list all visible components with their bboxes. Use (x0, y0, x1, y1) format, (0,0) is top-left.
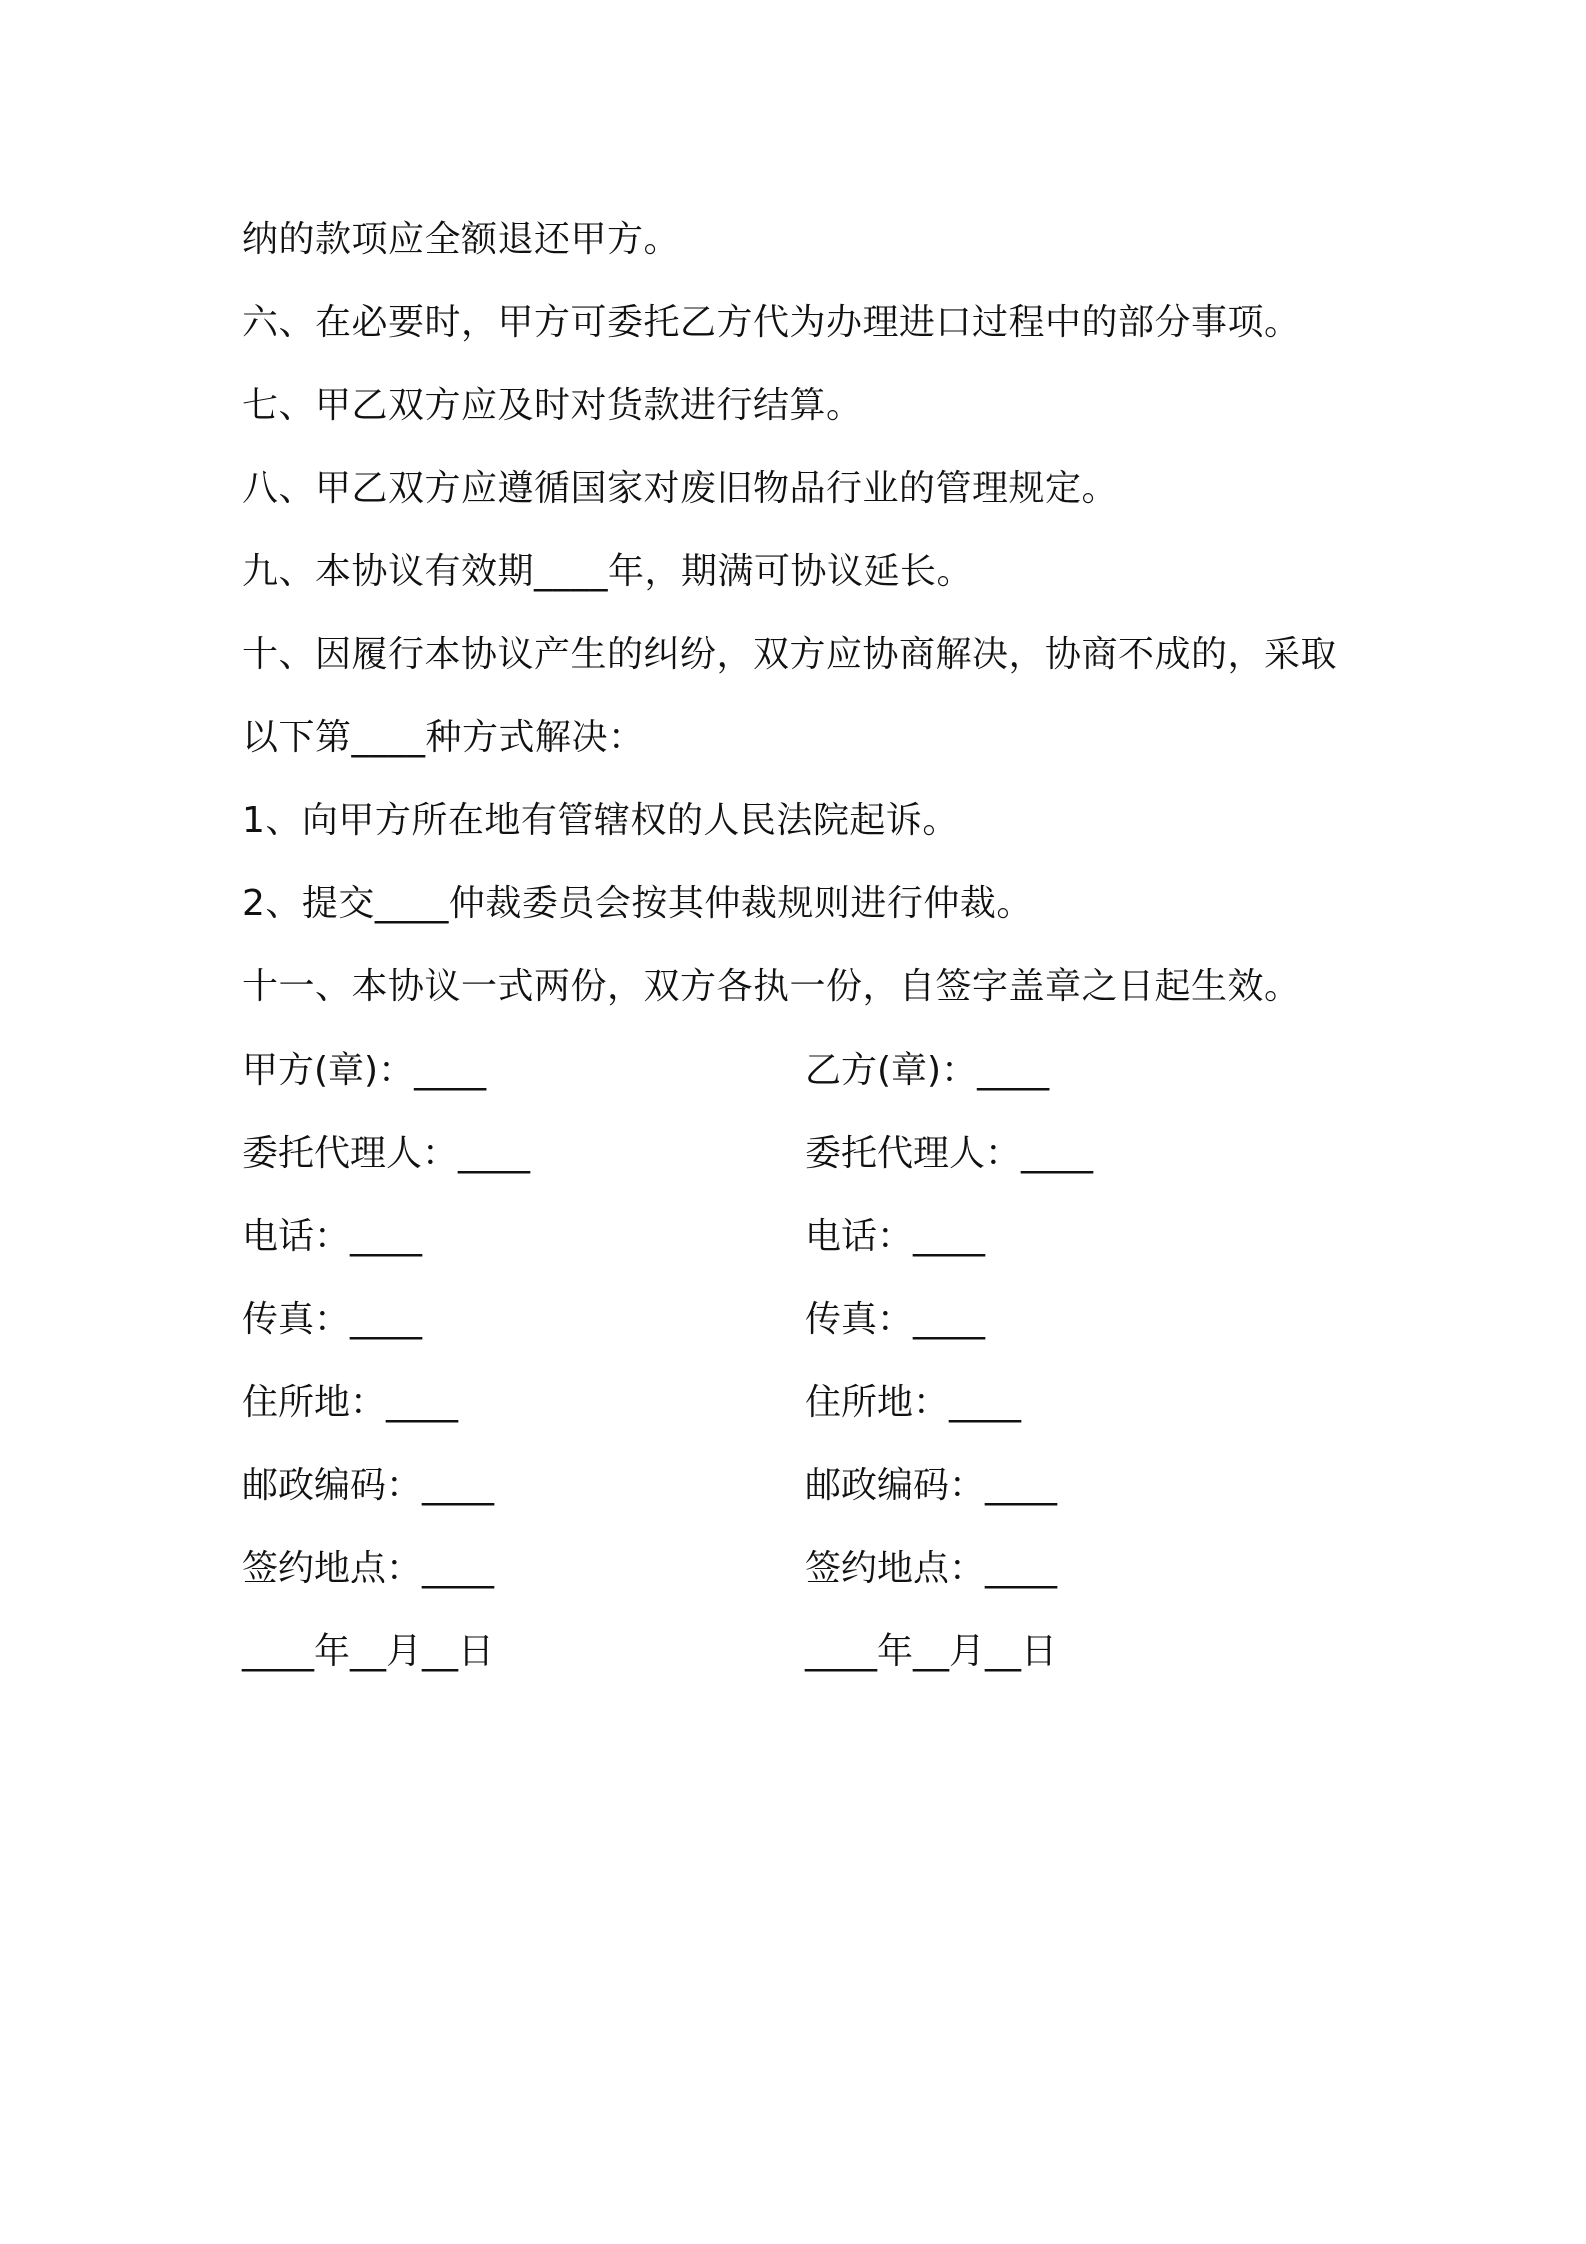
clause-5-continuation: 纳的款项应全额退还甲方。 (242, 219, 681, 260)
clause-8: 八、甲乙双方应遵循国家对废旧物品行业的管理规定。 (242, 468, 1119, 509)
signature-row-phone (242, 1195, 1362, 1278)
signature-row-agent (242, 1112, 1362, 1195)
party-b-phone: 电话：____ (805, 1216, 986, 1257)
clause-10-continuation: 以下第____种方式解决： (242, 717, 645, 758)
clause-6: 六、在必要时，甲方可委托乙方代为办理进口过程中的部分事项。 (242, 302, 1301, 343)
agreement-clauses (242, 198, 1362, 1028)
party-b-postcode: 邮政编码：____ (805, 1465, 1058, 1506)
dispute-option-2: 2、提交____仲裁委员会按其仲裁规则进行仲裁。 (242, 883, 1033, 924)
party-b-agent: 委托代理人：____ (805, 1133, 1094, 1174)
party-a-date: ____年__月__日 (242, 1631, 495, 1672)
party-a-signing-location: 签约地点：____ (242, 1548, 495, 1589)
party-b-address: 住所地：____ (805, 1382, 1022, 1423)
party-a-phone: 电话：____ (242, 1216, 423, 1257)
party-b-seal: 乙方(章)：____ (805, 1050, 1050, 1091)
clause-7: 七、甲乙双方应及时对货款进行结算。 (242, 385, 863, 426)
signature-row-address (242, 1361, 1362, 1444)
clause-9: 九、本协议有效期____年，期满可协议延长。 (242, 551, 974, 592)
signature-row-date (242, 1610, 1362, 1693)
signature-row-fax (242, 1278, 1362, 1361)
party-a-agent: 委托代理人：____ (242, 1133, 531, 1174)
party-a-postcode: 邮政编码：____ (242, 1465, 495, 1506)
signature-row-postcode (242, 1444, 1362, 1527)
party-a-fax: 传真：____ (242, 1299, 423, 1340)
signature-row-location (242, 1527, 1362, 1610)
party-b-date: ____年__月__日 (805, 1631, 1058, 1672)
signature-row-seal (242, 1029, 1362, 1112)
party-b-signing-location: 签约地点：____ (805, 1548, 1058, 1589)
party-a-address: 住所地：____ (242, 1382, 459, 1423)
clause-11: 十一、本协议一式两份，双方各执一份，自签字盖章之日起生效。 (242, 966, 1301, 1007)
party-b-fax: 传真：____ (805, 1299, 986, 1340)
clause-10: 十、因履行本协议产生的纠纷，双方应协商解决，协商不成的，采取 (242, 634, 1338, 675)
party-a-seal: 甲方(章)：____ (242, 1050, 487, 1091)
signature-block (242, 1029, 1362, 1693)
dispute-option-1: 1、向甲方所在地有管辖权的人民法院起诉。 (242, 800, 959, 841)
